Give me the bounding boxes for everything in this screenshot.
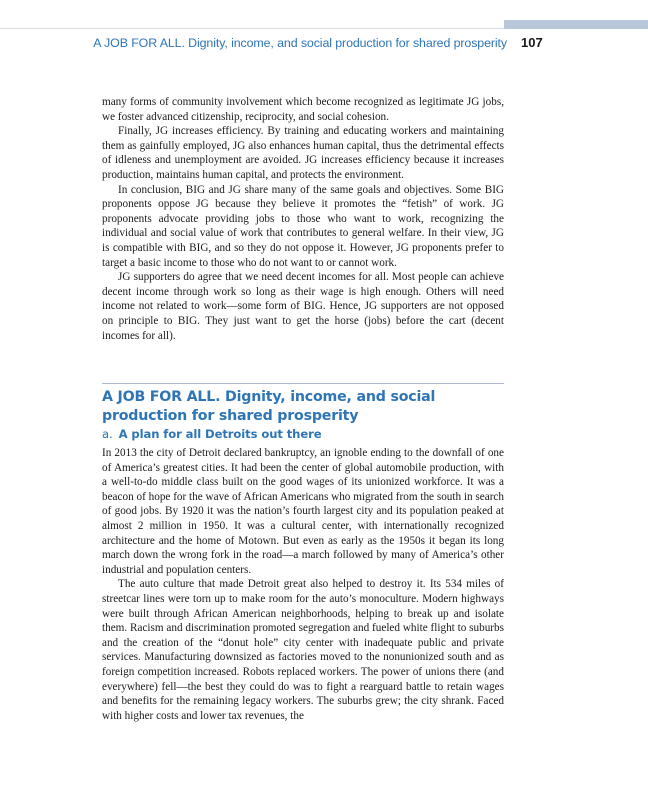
- header-rule: [0, 28, 504, 29]
- bottom-text-block: [102, 446, 504, 723]
- paragraph: In conclusion, BIG and JG share many of the same goals and objectives. Some BIG proponents oppose JG because they believe it promotes the “fetish” of work. JG proponents advocate providing jobs to those who want to work, recognizing the individual and social value of work that contributes to general welfare. In their view, JG is compatible with BIG, and so they do not oppose it. However, JG proponents prefer to target a basic income to those who do not want to or cannot work.: [102, 183, 504, 269]
- top-text-block: [102, 95, 504, 343]
- paragraph: many forms of community involvement which become recognized as legitimate JG jobs, we foster advanced citizenship, reciprocity, and social cohesion.: [102, 96, 504, 123]
- page-number: 107: [521, 35, 543, 50]
- paragraph: The auto culture that made Detroit great also helped to destroy it. Its 534 miles of streetcar lines were torn up to make room for the auto’s monoculture. Modern highways were built through African American neighborhoods, helping to break up and isolate them. Racism and discrimination promoted segregation and fueled white flight to suburbs and the creation of the “donut hole” city center with inadequate public and private services. Manufacturing downsized as factories moved to the nonunionized south and as foreign competition increased. Robots replaced workers. The power of unions there (and everywhere) fell—the best they could do was to fight a rearguard battle to retain wages and benefits for the remaining legacy workers. The suburbs grew; the city shrank. Faced with higher costs and lower tax revenues, the: [102, 578, 504, 722]
- running-head: A JOB FOR ALL. Dignity, income, and social production for shared prosperity: [93, 36, 507, 50]
- subsection-heading: [102, 427, 321, 442]
- subsection-title: A plan for all Detroits out there: [118, 427, 322, 441]
- subsection-letter: a.: [102, 427, 113, 441]
- paragraph: JG supporters do agree that we need decent incomes for all. Most people can achieve decent income through work so long as their wage is high enough. Others will need income not related to work—some form of BIG. Hence, JG supporters are not opposed on principle to BIG. They just want to get the horse (jobs) before the cart (decent incomes for all).: [102, 271, 504, 342]
- paragraph: Finally, JG increases efficiency. By training and educating workers and maintaining them as gainfully employed, JG also enhances human capital, thus the detrimental effects of idleness and unemployment are avoided. JG increases efficiency because it increases production, maintains human capital, and protects the environment.: [102, 125, 504, 181]
- paragraph: In 2013 the city of Detroit declared bankruptcy, an ignoble ending to the downfall of one of America’s greatest cities. It had been the center of global automobile production, with a well-to-do middle class built on the good wages of its unionized workforce. It was a beacon of hope for the wave of African Americans who migrated from the south in search of good jobs. By 1920 it was the nation’s fourth largest city and its population peaked at almost 2 million in 1950. It was a cultural center, with internationally recognized architecture and the home of Motown. But even as early as the 1950s it began its long march down the wrong fork in the road—a march followed by many of America’s other industrial and population centers.: [102, 447, 504, 576]
- section-title: A JOB FOR ALL. Dignity, income, and social production for shared prosperity: [102, 389, 436, 424]
- header-accent-bar: [504, 20, 648, 29]
- section-divider: [102, 383, 504, 384]
